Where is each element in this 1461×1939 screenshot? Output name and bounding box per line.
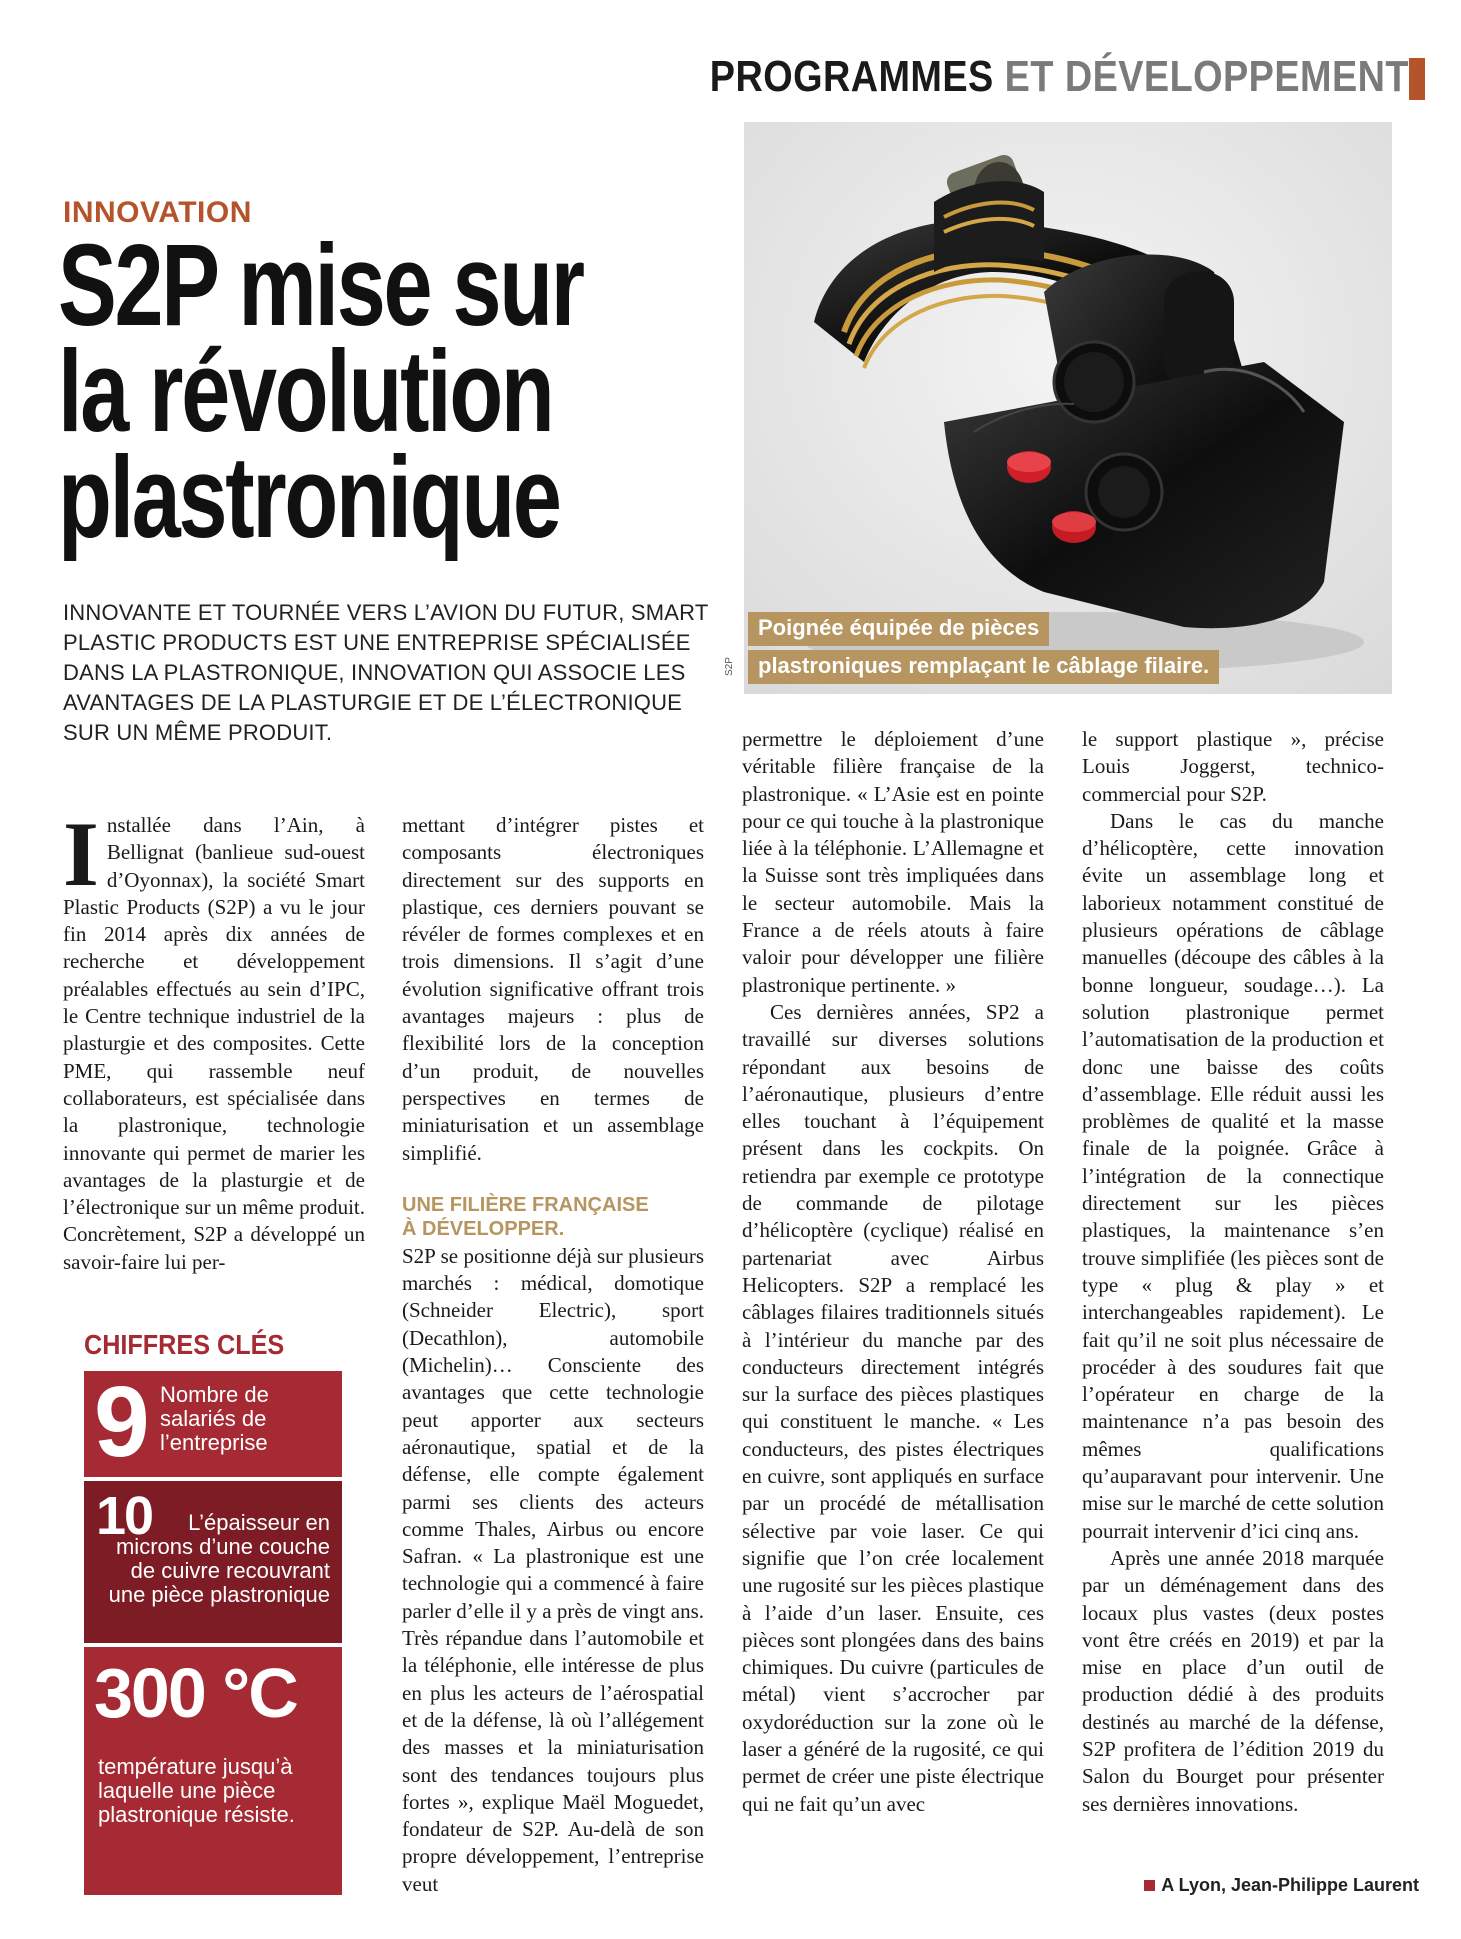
- article-column-3: [742, 726, 1044, 1818]
- rubric-sub: ET DÉVELOPPEMENT: [1004, 52, 1409, 101]
- key-figure-3-label: température jusqu’à laquelle une pièce plastronique résiste.: [98, 1754, 295, 1827]
- paragraph: [63, 803, 365, 1276]
- rubric-accent-bar: [1409, 58, 1425, 100]
- paragraph-text: nstallée dans l’Ain, à Bellignat (banlieue sud-ouest d’Oyonnax), la société Smart Plastic Products (S2P) a vu le jour fin 2014 après dix années de recherche et développement préalables effectués au sein d’IPC, le Centre technique industriel de la plasturgie et des composites. Cette PME, qui rassemble neuf collaborateurs, est spécialisée dans la plastronique, technologie innovante qui permet de marier les avantages de la plasturgie et de l’électronique sur un même produit. Concrètement, S2P a développé un savoir-faire lui per-: [63, 813, 365, 1274]
- paragraph: mettant d’intégrer pistes et composants électroniques directement sur des supports en plastique, ces derniers pouvant se révéler de formes complexes et en trois dimensions. Il s’agit d’une évolution significative offrant trois avantages majeurs : plus de flexibilité lors de la conception d’un produit, de nouvelles perspectives en termes de miniaturisation et un assemblage simplifié.: [402, 813, 704, 1165]
- paragraph: permettre le déploiement d’une véritable filière française de la plastronique. « L’Asie est en pointe pour ce qui touche à la plastronique liée à la téléphonie. L’Allemagne et la Suisse sont très impliquées dans le secteur automobile. Mais la France a de réels atouts à faire valoir pour développer une filière plastronique pertinente. »: [742, 727, 1044, 997]
- rubric-main: PROGRAMMES: [709, 52, 994, 101]
- section-rubric: [710, 52, 1409, 102]
- photo-credit: S2P: [724, 657, 735, 676]
- key-figures-title: CHIFFRES CLÉS: [84, 1329, 285, 1360]
- key-figure-3-value: 300 °C: [94, 1654, 297, 1732]
- article-column-2: [402, 812, 704, 1898]
- subheading-line-2: À DÉVELOPPER.: [402, 1217, 565, 1240]
- author-signature: [1144, 1875, 1419, 1896]
- key-figure-1: [84, 1366, 342, 1478]
- signature-square-icon: [1144, 1880, 1155, 1891]
- key-figure-1-value: 9: [94, 1366, 148, 1478]
- key-figure-1-label: Nombre de salariés de l’entreprise: [160, 1382, 269, 1455]
- plastronic-handle-illustration: [744, 122, 1392, 694]
- article-column-4: [1082, 726, 1384, 1818]
- photo-caption-line-1: Poignée équipée de pièces: [748, 612, 1049, 646]
- key-figure-2: [84, 1481, 342, 1643]
- headline: [58, 220, 780, 562]
- article-lead: INNOVANTE ET TOURNÉE VERS L’AVION DU FUTUR, SMART PLASTIC PRODUCTS EST UNE ENTREPRISE SPÉCIALISÉE DANS LA PLASTRONIQUE, INNOVATION QUI ASSOCIE LES AVANTAGES DE LA PLASTURGIE ET DE L’ÉLECTRONIQUE SUR UN MÊME PRODUIT.: [63, 600, 709, 745]
- kicker: INNOVATION: [63, 196, 252, 229]
- key-figure-2-label: L’épaisseur en microns d’une couche de cuivre recouvrant une pièce plastronique: [108, 1510, 330, 1607]
- drop-cap: I: [63, 803, 99, 905]
- paragraph: Ces dernières années, SP2 a travaillé sur diverses solutions répondant aux besoins de l’aéronautique, plusieurs d’entre elles touchant à l’équipement présent dans les cockpits. On retiendra par exemple ce prototype de commande de pilotage d’hélicoptère (cyclique) réalisé en partenariat avec Airbus Helicopters. S2P a remplacé les câblages filaires traditionnels situés à l’intérieur du manche par des conducteurs directement intégrés sur la surface des pièces plastiques qui constituent le manche. « Les conducteurs, des pistes électriques en cuivre, sont appliqués en surface par un procédé de métallisation sélective par voie laser. Ce qui signifie que l’on crée localement une rugosité sur les pièces plastique à l’aide d’un laser. Ensuite, ces pièces sont plongées dans des bains chimiques. Du cuivre (particules de métal) vient s’accrocher par oxydoréduction sur la zone où le laser a généré de la rugosité, ce qui permet de créer une piste électrique qui ne fait qu’un avec: [742, 999, 1044, 1816]
- photo-caption-line-2: plastroniques remplaçant le câblage filaire.: [748, 650, 1219, 684]
- paragraph: S2P se positionne déjà sur plusieurs marchés : médical, domotique (Schneider Electric), sport (Decathlon), automobile (Michelin)… Consciente des avantages que cette technologie peut apporter aux secteurs aéronautique, spatial et de la défense, elle compte également parmi ses clients des acteurs comme Thales, Airbus ou encore Safran. « La plastronique est une technologie qui a commencé à faire parler d’elle il y a près de vingt ans. Très répandue dans l’automobile et la téléphonie, elle intéresse de plus en plus les acteurs de l’aérospatial et de la défense, là où l’allégement des masses et la miniaturisation sont des tendances toujours plus fortes », explique Maël Moguedet, fondateur de S2P. Au-delà de son propre développement, l’entreprise veut: [402, 1243, 704, 1896]
- subheading-line-1: UNE FILIÈRE FRANÇAISE: [402, 1193, 649, 1216]
- author-name: A Lyon, Jean-Philippe Laurent: [1161, 1875, 1419, 1895]
- paragraph: Dans le cas du manche d’hélicoptère, cette innovation évite un assemblage long et laborieux notamment constitué de plusieurs opérations de câblage manuelles (découpe des câbles à la bonne longueur, soudage…). La solution plastronique permet l’automatisation de la production et donc une baisse des coûts d’assemblage. Elle réduit aussi les problèmes de qualité et la masse finale de la poignée. Grâce à l’intégration de la connectique directement sur les pièces plastiques, la maintenance s’en trouve simplifiée (les pièces sont de type « plug & play » et interchangeables rapidement). Le fait qu’il ne soit plus nécessaire de procéder à des soudures fait que l’opérateur en charge de la maintenance n’a pas besoin des mêmes qualifications qu’auparavant pour intervenir. Une mise sur le marché de cette solution pourrait intervenir d’ici cinq ans.: [1082, 808, 1384, 1543]
- headline-line-3: plastronique: [58, 432, 560, 562]
- headline-line-2: la révolution: [58, 326, 553, 456]
- product-photo: [744, 122, 1392, 694]
- article-column-1: [63, 803, 365, 1276]
- paragraph: le support plastique », précise Louis Joggerst, technico-commercial pour S2P.: [1082, 727, 1384, 806]
- subheading: [402, 1193, 704, 1241]
- headline-line-1: S2P mise sur: [58, 220, 583, 350]
- key-figure-3: [84, 1647, 342, 1895]
- key-figure-2-value: 10: [96, 1486, 153, 1546]
- paragraph: Après une année 2018 marquée par un déménagement dans des locaux plus vastes (deux postes vont être créés en 2019) et par la mise en place d’un outil de production dédié à des produits destinés au marché de la défense, S2P profitera de l’édition 2019 du Salon du Bourget pour présenter ses dernières innovations.: [1082, 1545, 1384, 1816]
